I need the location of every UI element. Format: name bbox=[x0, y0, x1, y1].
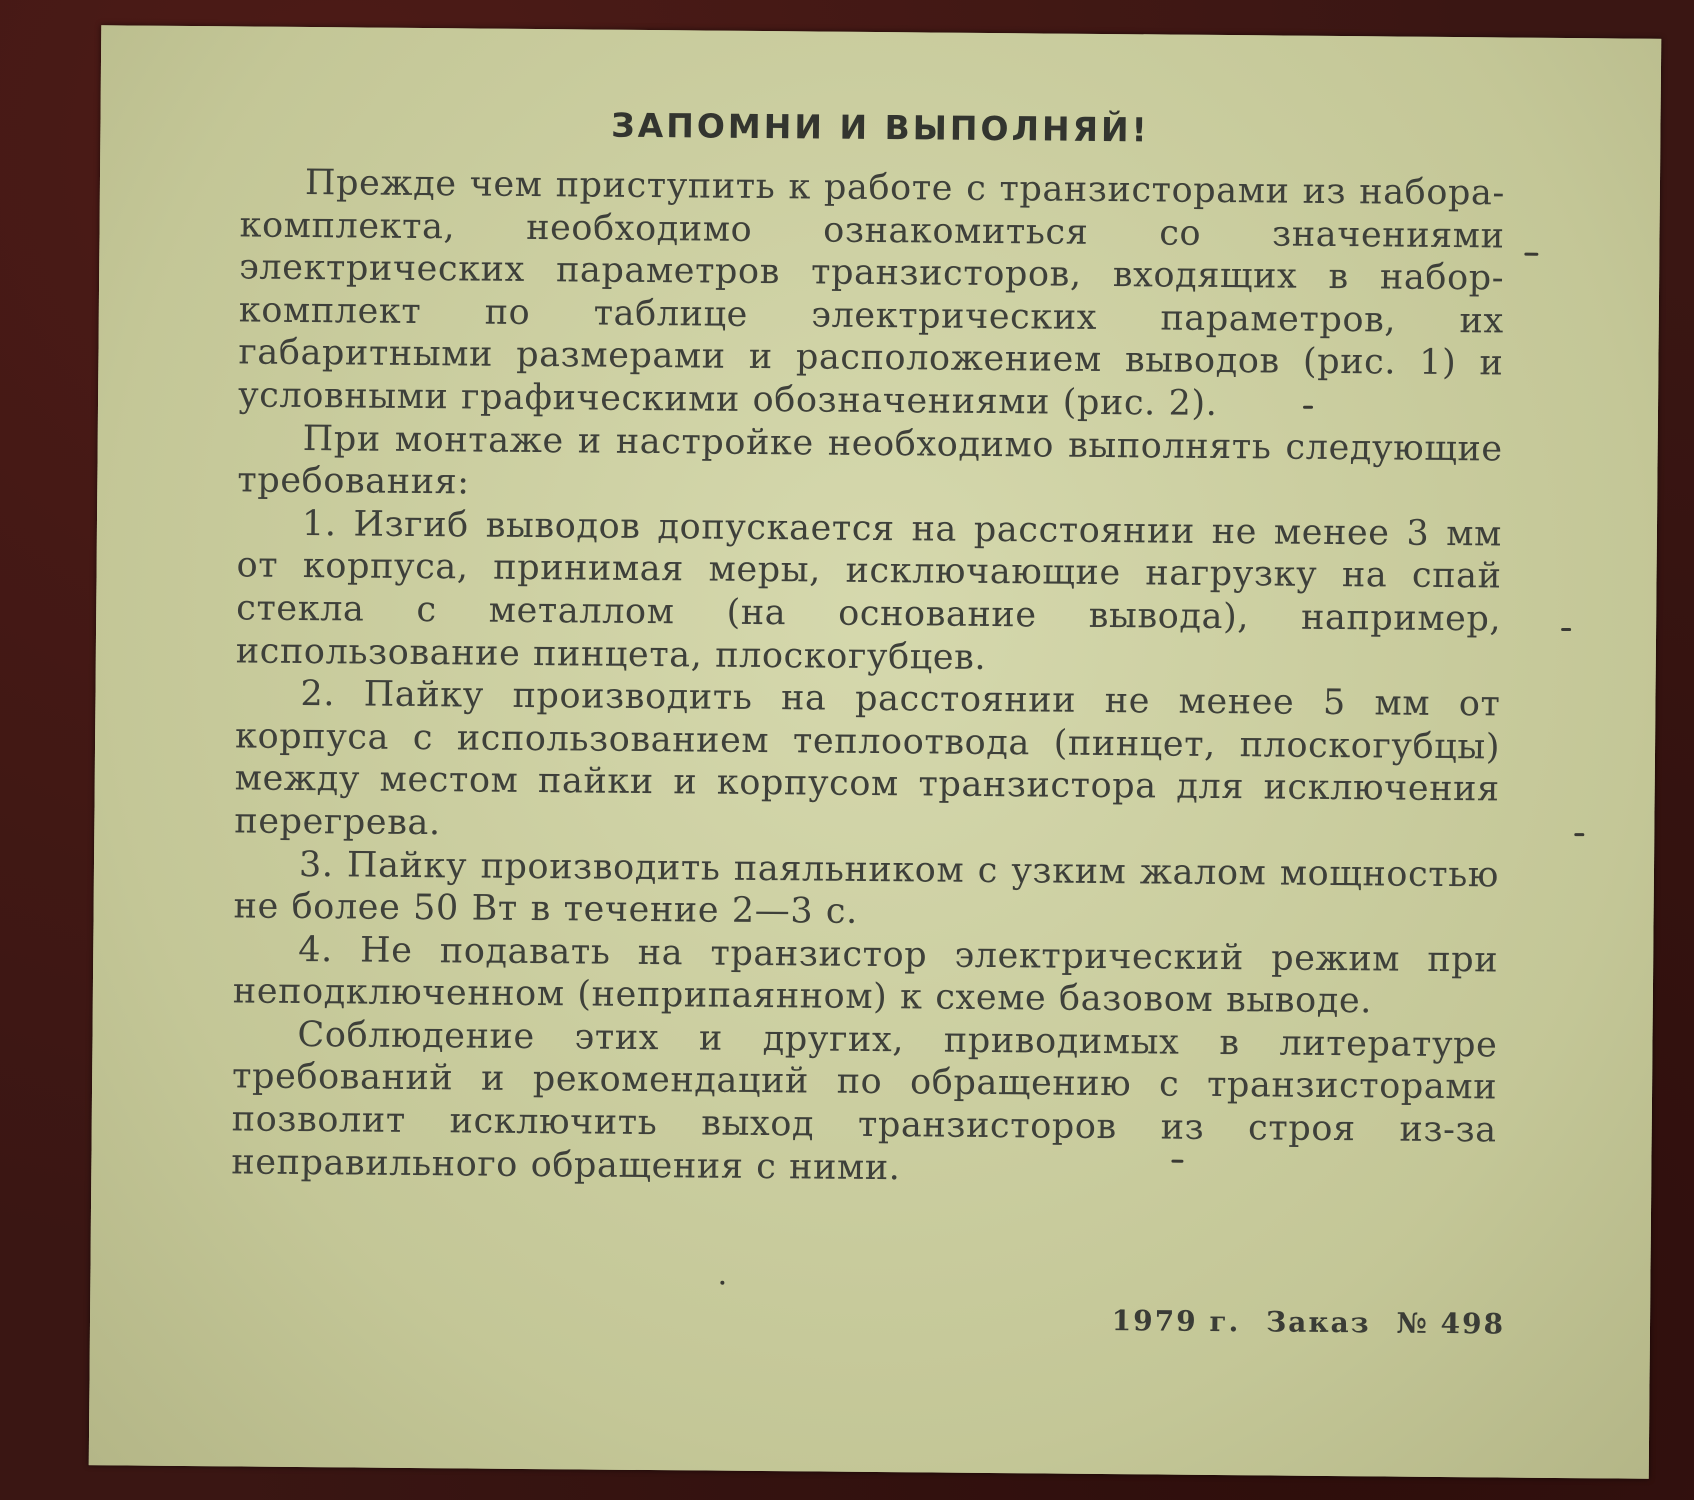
paper-speck bbox=[1171, 1160, 1183, 1163]
paragraph-requirement-1: 1. Изгиб выводов допускается на расстоянии не менее 3 мм от корпуса, принимая меры, исключающие нагрузку на спай стекла с металлом (на основание вывода), например, использование пинцета, плоскогубцев. bbox=[235, 503, 1503, 678]
leaflet-sheet bbox=[89, 25, 1662, 1479]
imprint-year: 1979 г. bbox=[1111, 1304, 1241, 1339]
print-imprint bbox=[1112, 1304, 1506, 1340]
paragraph-requirement-2: 2. Пайку производить на расстоянии не менее 5 мм от корпуса с использованием теплоотвода (пинцет, плоскогубцы) между местом пайки и корпусом транзистора для исключения перегрева. bbox=[234, 674, 1501, 844]
paragraph-intro: Прежде чем приступить к работе с транзисторами из набора-комплекта, необходимо ознакомиться со значениями электрических параметров транзисторов, входящих в набор-комплект по таблице электрических параметров, их габаритными размерами и расположением выводов (рис. 1) и условными графическими обозначениями (рис. 2). bbox=[237, 163, 1506, 424]
paragraph-conclusion: Соблюдение этих и других, приводимых в литературе требований и рекомендаций по обращению с транзисторами позволит исключить выход транзисторов из строя из-за неправильного обращения с ними. bbox=[231, 1014, 1498, 1188]
imprint-order-number: № 498 bbox=[1396, 1306, 1506, 1341]
paragraph-requirement-4: 4. Не подавать на транзистор электрический режим при неподключенном (неприпаянном) к схеме базовом выводе. bbox=[232, 929, 1499, 1022]
paper-speck bbox=[1524, 253, 1538, 256]
imprint-order-label: Заказ bbox=[1265, 1305, 1371, 1340]
paper-speck bbox=[1574, 833, 1584, 836]
paper-speck bbox=[720, 1281, 724, 1285]
document-body bbox=[231, 161, 1505, 1194]
paragraph-requirement-3: 3. Пайку производить паяльником с узким жалом мощностью не более 50 Вт в течение 2—3 с. bbox=[233, 844, 1500, 932]
paragraph-requirements-lead: При монтаже и настройке необходимо выполнять следующие требования: bbox=[237, 418, 1503, 503]
paper-speck bbox=[1303, 406, 1313, 409]
paper-speck bbox=[1561, 628, 1571, 631]
document-title: ЗАПОМНИ И ВЫПОЛНЯЙ! bbox=[611, 105, 1150, 150]
